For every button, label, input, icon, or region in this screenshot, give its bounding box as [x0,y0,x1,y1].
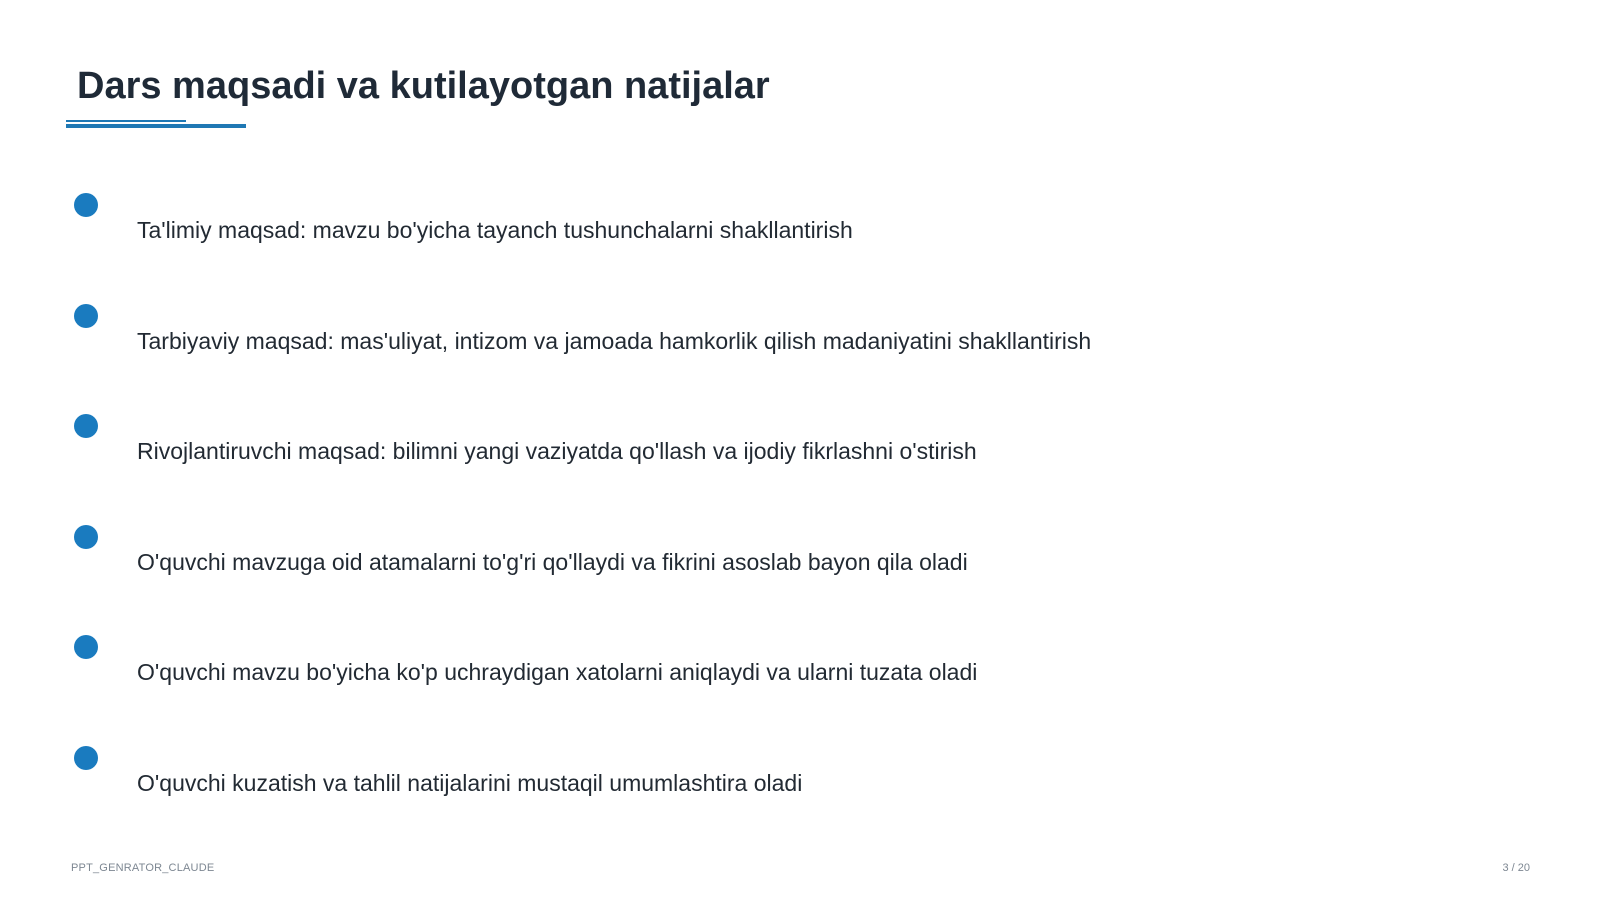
bullet-item [0,635,1600,715]
footer-source-label: PPT_GENRATOR_CLAUDE [71,862,215,874]
bullet-text: O'quvchi mavzu bo'yicha ko'p uchraydigan xatolarni aniqlaydi va ularni tuzata oladi [137,659,978,685]
bullet-dot-icon [74,193,98,217]
slide-title: Dars maqsadi va kutilayotgan natijalar [77,65,770,107]
page-indicator: 3 / 20 [1502,862,1530,874]
bullet-item [0,193,1600,273]
bullet-item [0,525,1600,605]
bullet-item [0,414,1600,494]
bullet-dot-icon [74,525,98,549]
bullet-text: O'quvchi kuzatish va tahlil natijalarini mustaqil umumlashtira oladi [137,770,803,796]
bullet-dot-icon [74,746,98,770]
bullet-dot-icon [74,304,98,328]
bullet-item [0,746,1600,826]
bullet-dot-icon [74,414,98,438]
bullet-text: O'quvchi mavzuga oid atamalarni to'g'ri qo'llaydi va fikrini asoslab bayon qila oladi [137,549,968,575]
bullet-text: Rivojlantiruvchi maqsad: bilimni yangi vaziyatda qo'llash va ijodiy fikrlashni o'stirish [137,438,977,464]
bullet-text: Tarbiyaviy maqsad: mas'uliyat, intizom va jamoada hamkorlik qilish madaniyatini shakllantirish [137,328,1092,354]
bullet-dot-icon [74,635,98,659]
bullet-text: Ta'limiy maqsad: mavzu bo'yicha tayanch tushunchalarni shakllantirish [137,217,853,243]
bullet-item [0,304,1600,384]
